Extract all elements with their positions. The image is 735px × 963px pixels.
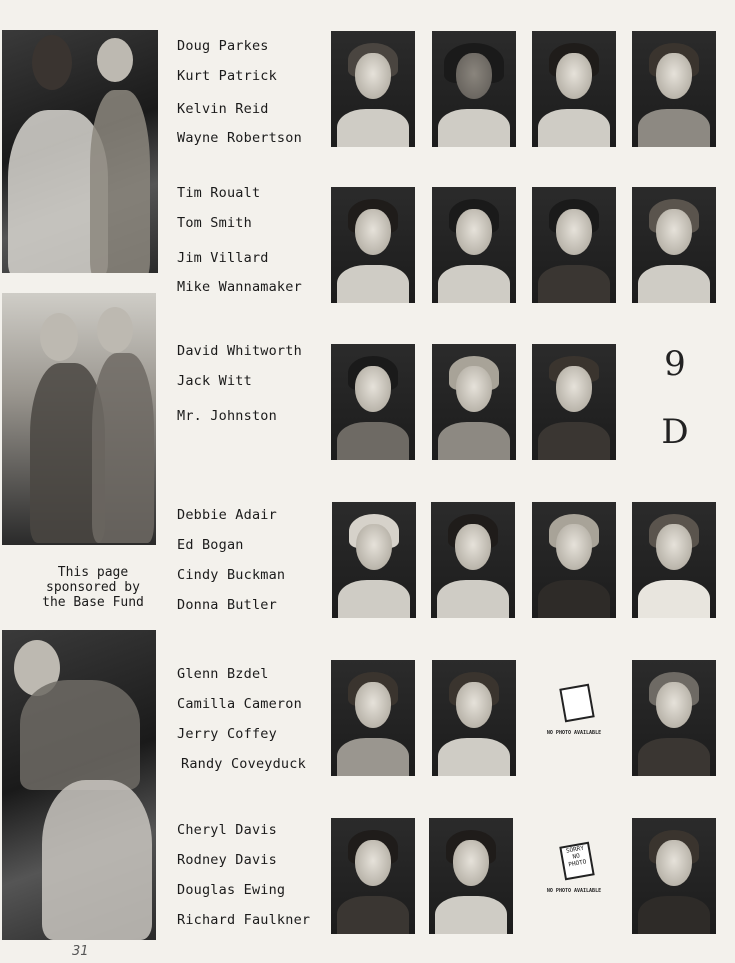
student-name: Debbie Adair	[177, 507, 277, 523]
candid-photo-2	[2, 293, 156, 545]
no-photo-sign-icon: SORRY NO PHOTO	[559, 842, 594, 881]
sponsor-line-3: the Base Fund	[42, 595, 144, 610]
portrait-photo	[532, 502, 616, 618]
teacher-name: Mr. Johnston	[177, 408, 277, 424]
portrait-photo	[429, 818, 513, 934]
student-name: Tim Roualt	[177, 185, 261, 201]
portrait-photo	[432, 31, 516, 147]
portrait-photo	[432, 660, 516, 776]
student-name: Donna Butler	[177, 597, 277, 613]
portrait-photo	[331, 660, 415, 776]
candid-photo-1	[2, 30, 158, 273]
portrait-photo	[632, 31, 716, 147]
student-name: Jerry Coffey	[177, 726, 277, 742]
portrait-photo	[331, 344, 415, 460]
student-name: Mike Wannamaker	[177, 279, 302, 295]
student-name: Doug Parkes	[177, 38, 269, 54]
portrait-photo	[632, 502, 716, 618]
no-photo-sign-icon	[559, 684, 594, 723]
portrait-photo	[331, 818, 415, 934]
portrait-photo	[432, 187, 516, 303]
portrait-photo	[432, 344, 516, 460]
portrait-photo	[532, 344, 616, 460]
portrait-photo	[632, 818, 716, 934]
portrait-photo	[431, 502, 515, 618]
student-name: Kelvin Reid	[177, 101, 269, 117]
sponsor-note	[28, 565, 158, 610]
page-number: 31	[72, 944, 89, 959]
homeroom-grade: 9	[664, 344, 686, 384]
portrait-photo	[632, 187, 716, 303]
student-name: Wayne Robertson	[177, 130, 302, 146]
student-name: David Whitworth	[177, 343, 302, 359]
portrait-photo	[532, 31, 616, 147]
name-list-row-3	[177, 336, 327, 430]
student-name: Cheryl Davis	[177, 822, 277, 838]
portrait-photo	[332, 502, 416, 618]
student-name: Jim Villard	[177, 250, 269, 266]
no-photo-placeholder	[532, 660, 616, 776]
no-photo-caption: NO PHOTO AVAILABLE	[546, 730, 602, 736]
student-name: Tom Smith	[177, 215, 252, 231]
student-name: Cindy Buckman	[177, 567, 286, 583]
student-name: Rodney Davis	[177, 852, 277, 868]
candid-photo-3	[2, 630, 156, 940]
name-list-row-4	[177, 500, 327, 620]
student-name: Kurt Patrick	[177, 68, 277, 84]
portrait-photo	[331, 187, 415, 303]
name-list-row-5	[177, 659, 327, 779]
sponsor-line-2: sponsored by	[46, 580, 140, 595]
student-name: Richard Faulkner	[177, 912, 311, 928]
portrait-photo	[632, 660, 716, 776]
student-name: Jack Witt	[177, 373, 252, 389]
homeroom-letter: D	[661, 412, 689, 452]
student-name: Randy Coveyduck	[181, 756, 306, 772]
no-photo-placeholder	[532, 818, 616, 934]
student-name: Ed Bogan	[177, 537, 244, 553]
portrait-photo	[532, 187, 616, 303]
no-photo-caption: NO PHOTO AVAILABLE	[546, 888, 602, 894]
sponsor-line-1: This page	[57, 565, 129, 580]
name-list-row-6	[177, 815, 327, 935]
name-list-row-1	[177, 31, 327, 153]
student-name: Glenn Bzdel	[177, 666, 269, 682]
name-list-row-2	[177, 178, 327, 302]
portrait-photo	[331, 31, 415, 147]
student-name: Camilla Cameron	[177, 696, 302, 712]
student-name: Douglas Ewing	[177, 882, 286, 898]
